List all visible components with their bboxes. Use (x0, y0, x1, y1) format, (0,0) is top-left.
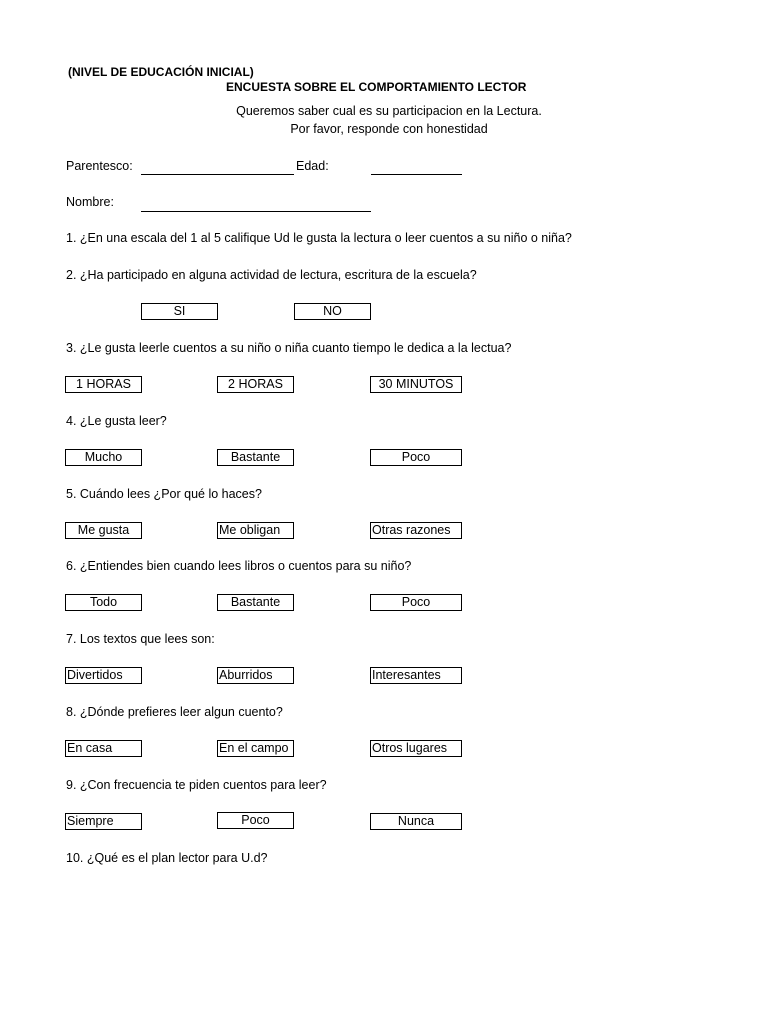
q6-option-todo[interactable]: Todo (65, 594, 142, 611)
q8-option-otros-lugares[interactable]: Otros lugares (370, 740, 462, 757)
q2-option-si[interactable]: SI (141, 303, 218, 320)
q3-option-30-minutos[interactable]: 30 MINUTOS (370, 376, 462, 393)
q7-option-interesantes[interactable]: Interesantes (370, 667, 462, 684)
question-2: 2. ¿Ha participado en alguna actividad de lectura, escritura de la escuela? (66, 268, 477, 282)
question-5: 5. Cuándo lees ¿Por qué lo haces? (66, 487, 262, 501)
q7-option-divertidos[interactable]: Divertidos (65, 667, 142, 684)
q3-option-2-horas[interactable]: 2 HORAS (217, 376, 294, 393)
question-7: 7. Los textos que lees son: (66, 632, 215, 646)
nombre-label: Nombre: (66, 195, 114, 209)
question-9: 9. ¿Con frecuencia te piden cuentos para leer? (66, 778, 327, 792)
edad-field[interactable] (371, 174, 462, 175)
intro-line-1: Queremos saber cual es su participacion en la Lectura. (236, 104, 542, 118)
education-level-heading: (NIVEL DE EDUCACIÓN INICIAL) (68, 65, 254, 79)
parentesco-field[interactable] (141, 174, 294, 175)
nombre-field[interactable] (141, 211, 371, 212)
question-8: 8. ¿Dónde prefieres leer algun cuento? (66, 705, 283, 719)
q9-option-siempre[interactable]: Siempre (65, 813, 142, 830)
q2-option-no[interactable]: NO (294, 303, 371, 320)
question-6: 6. ¿Entiendes bien cuando lees libros o cuentos para su niño? (66, 559, 412, 573)
q4-option-bastante[interactable]: Bastante (217, 449, 294, 466)
parentesco-label: Parentesco: (66, 159, 133, 173)
q9-option-nunca[interactable]: Nunca (370, 813, 462, 830)
q5-option-me-gusta[interactable]: Me gusta (65, 522, 142, 539)
intro-line-2: Por favor, responde con honestidad (290, 122, 488, 136)
question-10: 10. ¿Qué es el plan lector para U.d? (66, 851, 268, 865)
q6-option-poco[interactable]: Poco (370, 594, 462, 611)
q7-option-aburridos[interactable]: Aburridos (217, 667, 294, 684)
q5-option-otras-razones[interactable]: Otras razones (370, 522, 462, 539)
edad-label: Edad: (296, 159, 329, 173)
question-3: 3. ¿Le gusta leerle cuentos a su niño o niña cuanto tiempo le dedica a la lectua? (66, 341, 512, 355)
q8-option-en-el-campo[interactable]: En el campo (217, 740, 294, 757)
survey-title: ENCUESTA SOBRE EL COMPORTAMIENTO LECTOR (226, 80, 527, 94)
q5-option-me-obligan[interactable]: Me obligan (217, 522, 294, 539)
q8-option-en-casa[interactable]: En casa (65, 740, 142, 757)
q6-option-bastante[interactable]: Bastante (217, 594, 294, 611)
question-4: 4. ¿Le gusta leer? (66, 414, 167, 428)
q4-option-poco[interactable]: Poco (370, 449, 462, 466)
q4-option-mucho[interactable]: Mucho (65, 449, 142, 466)
q3-option-1-hora[interactable]: 1 HORAS (65, 376, 142, 393)
q9-option-poco[interactable]: Poco (217, 812, 294, 829)
question-1: 1. ¿En una escala del 1 al 5 califique Ud le gusta la lectura o leer cuentos a su niño o niña? (66, 231, 572, 245)
